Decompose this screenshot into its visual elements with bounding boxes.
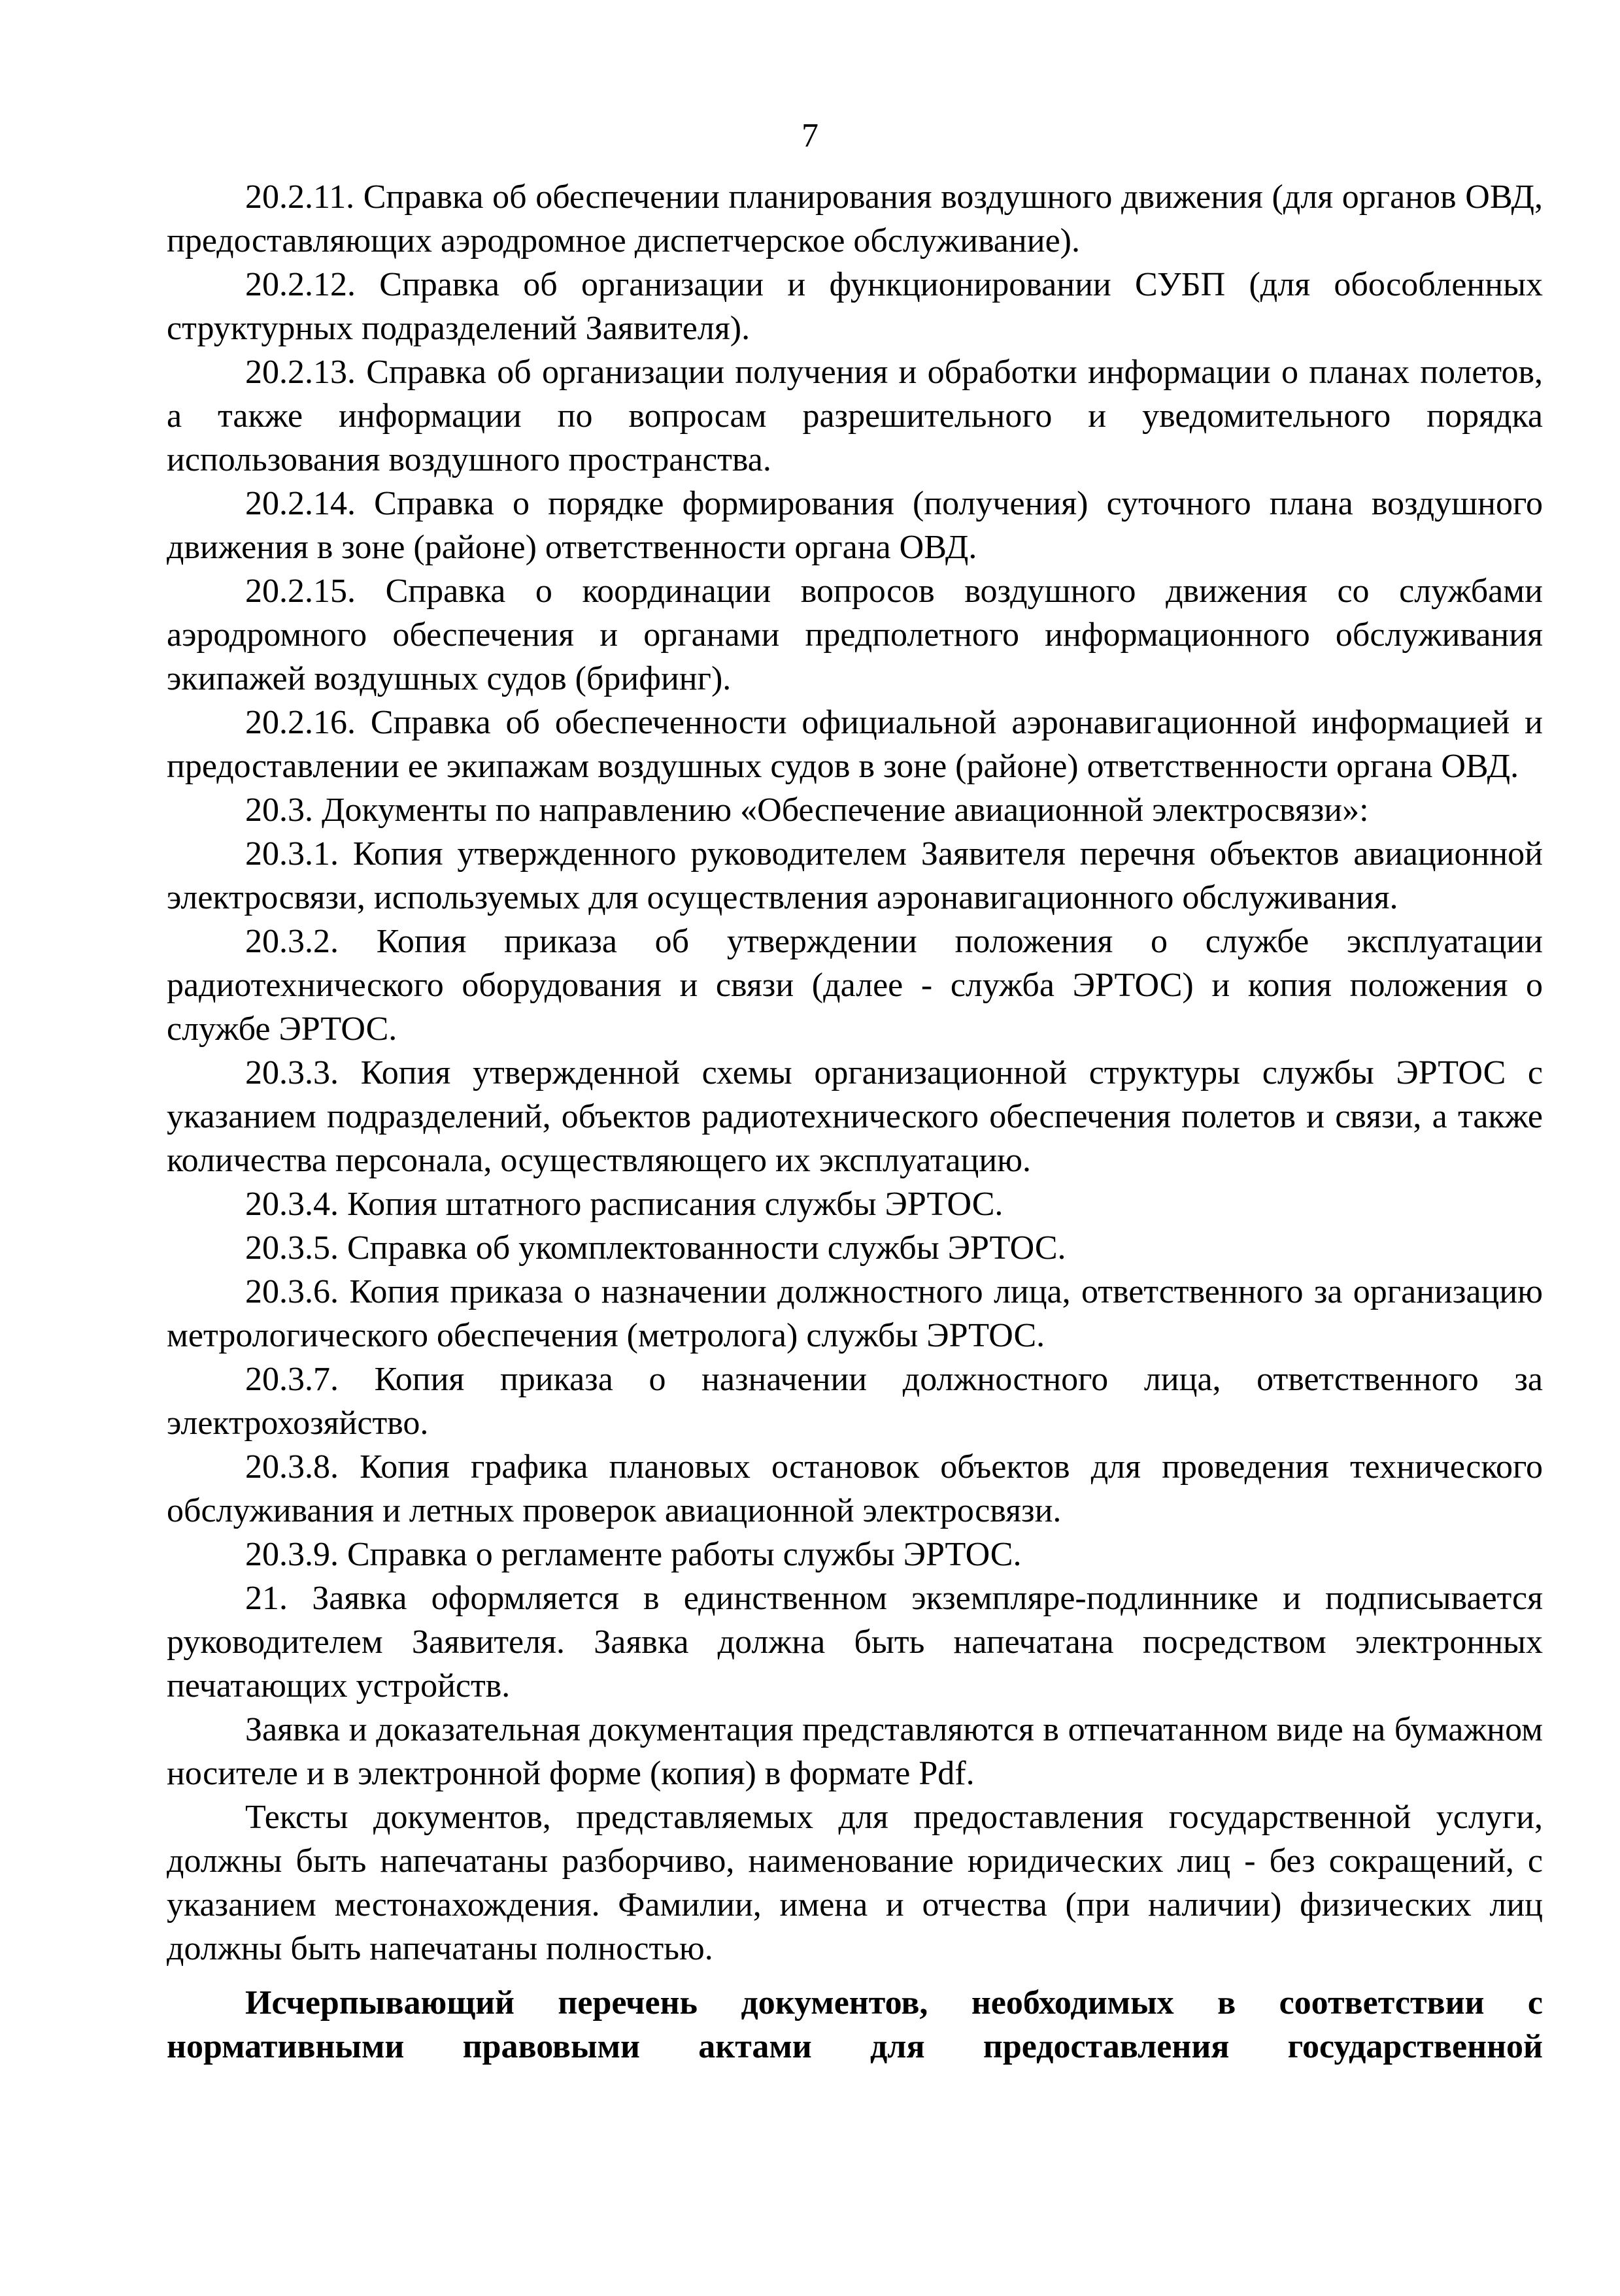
paragraph-20-2-13: 20.2.13. Справка об организации получения и обработки информации о планах полетов, а также информации по вопросам разрешительного и уведомительного порядка использования воздушного пространства. bbox=[167, 354, 1543, 478]
paragraph-format: Заявка и доказательная документация представляются в отпечатанном виде на бумажном носителе и в электронной форме (копия) в формате Pdf. bbox=[167, 1711, 1543, 1792]
paragraph-20-2-15: 20.2.15. Справка о координации вопросов воздушного движения со службами аэродромного обеспечения и органами предполетного информационного обслуживания экипажей воздушных судов (брифинг). bbox=[167, 573, 1543, 697]
paragraph-20-2-12: 20.2.12. Справка об организации и функционировании СУБП (для обособленных структурных подразделений Заявителя). bbox=[167, 266, 1543, 347]
paragraph-20-2-16: 20.2.16. Справка об обеспеченности официальной аэронавигационной информацией и предоставлении ее экипажам воздушных судов в зоне (районе) ответственности органа ОВД. bbox=[167, 704, 1543, 785]
paragraph-20-2-14: 20.2.14. Справка о порядке формирования (получения) суточного плана воздушного движения в зоне (районе) ответственности органа ОВД. bbox=[167, 485, 1543, 566]
paragraph-20-3-7: 20.3.7. Копия приказа о назначении должностного лица, ответственного за электрохозяйство. bbox=[167, 1361, 1543, 1442]
paragraph-20-3-6: 20.3.6. Копия приказа о назначении должностного лица, ответственного за организацию метрологического обеспечения (метролога) службы ЭРТОС. bbox=[167, 1273, 1543, 1354]
paragraph-20-3-5: 20.3.5. Справка об укомплектованности службы ЭРТОС. bbox=[245, 1229, 1066, 1267]
paragraph-20-3: 20.3. Документы по направлению «Обеспечение авиационной электросвязи»: bbox=[245, 791, 1369, 829]
paragraph-20-3-8: 20.3.8. Копия графика плановых остановок объектов для проведения технического обслуживания и летных проверок авиационной электросвязи. bbox=[167, 1448, 1543, 1529]
paragraph-20-2-11: 20.2.11. Справка об обеспечении планирования воздушного движения (для органов ОВД, предоставляющих аэродромное диспетчерское обслуживание). bbox=[167, 178, 1543, 259]
paragraph-20-3-3: 20.3.3. Копия утвержденной схемы организационной структуры службы ЭРТОС с указанием подразделений, объектов радиотехнического обеспечения полетов и связи, а также количества персонала, осуществляющего их эксплуатацию. bbox=[167, 1054, 1543, 1179]
document-body bbox=[167, 175, 1543, 2069]
page-number: 7 bbox=[802, 117, 818, 154]
section-heading: Исчерпывающий перечень документов, необходимых в соответствии с нормативными правовыми актами для предоставления государственной bbox=[167, 1984, 1543, 2065]
paragraph-20-3-2: 20.3.2. Копия приказа об утверждении положения о службе эксплуатации радиотехнического оборудования и связи (далее - служба ЭРТОС) и копия положения о службе ЭРТОС. bbox=[167, 923, 1543, 1048]
paragraph-20-3-9: 20.3.9. Справка о регламенте работы службы ЭРТОС. bbox=[245, 1536, 1022, 1573]
paragraph-20-3-1: 20.3.1. Копия утвержденного руководителем Заявителя перечня объектов авиационной электросвязи, используемых для осуществления аэронавигационного обслуживания. bbox=[167, 835, 1543, 916]
paragraph-21: 21. Заявка оформляется в единственном экземпляре-подлиннике и подписывается руководителем Заявителя. Заявка должна быть напечатана посредством электронных печатающих устройств. bbox=[167, 1580, 1543, 1705]
paragraph-20-3-4: 20.3.4. Копия штатного расписания службы ЭРТОС. bbox=[245, 1186, 1004, 1223]
paragraph-text-requirements: Тексты документов, представляемых для предоставления государственной услуги, должны быть напечатаны разборчиво, наименование юридических лиц - без сокращений, с указанием местонахождения. Фамилии, имена и отчества (при наличии) физических лиц должны быть напечатаны полностью. bbox=[167, 1799, 1543, 1967]
